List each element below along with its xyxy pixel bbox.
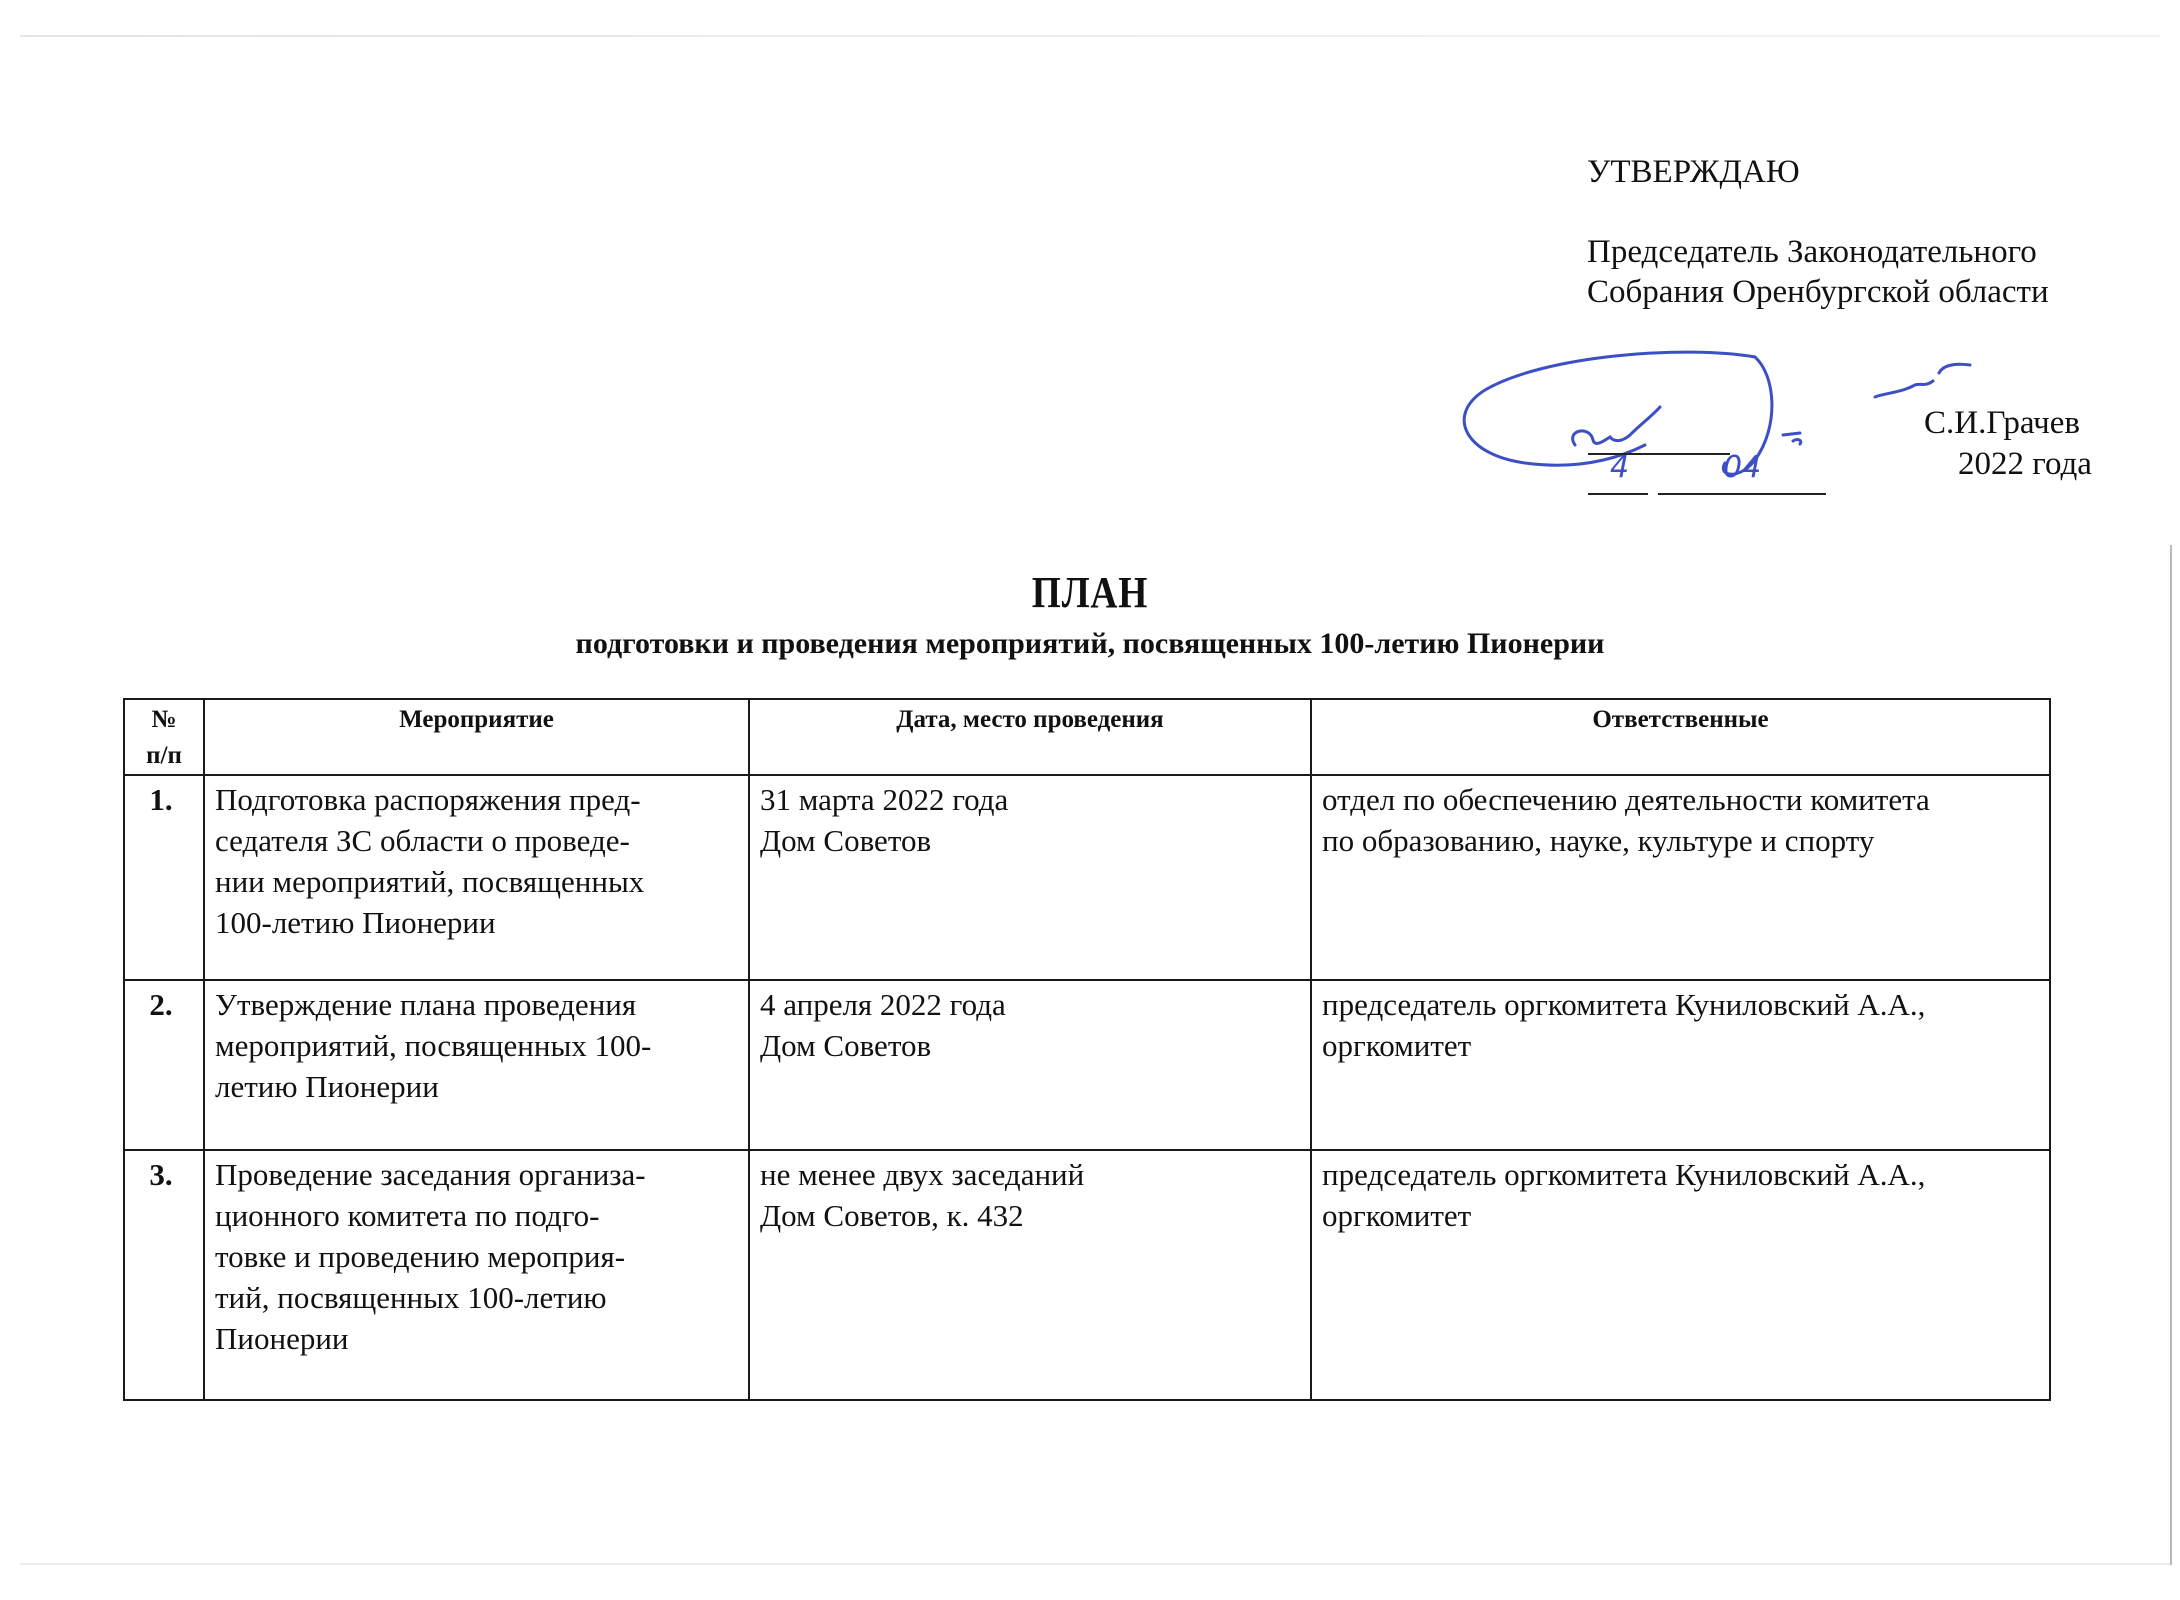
event-line: 100-летию Пионерии [215, 905, 496, 940]
approver-position-line-1: Председатель Законодательного [1587, 234, 2037, 270]
event-line: Проведение заседания организа- [215, 1157, 646, 1192]
handwritten-month: 04 [1723, 450, 1762, 485]
approver-position-line-2: Собрания Оренбургской области [1587, 274, 2049, 310]
event-line: мероприятий, посвященных 100- [215, 1028, 652, 1063]
event-line: ционного комитета по подго- [215, 1198, 600, 1233]
header-num: № п/п [124, 699, 204, 775]
handwritten-day: 4 [1610, 450, 1630, 485]
table-row [124, 1150, 2050, 1400]
responsible-cell [1311, 1150, 2050, 1400]
event-line: Подготовка распоряжения пред- [215, 782, 641, 817]
event-line: тий, посвященных 100-летию [215, 1280, 607, 1315]
event-line: товке и проведению мероприя- [215, 1239, 626, 1274]
signatory-name: С.И.Грачев [1924, 405, 2080, 441]
date-line: 4 апреля 2022 года [760, 987, 1006, 1022]
header-event: Мероприятие [204, 699, 749, 775]
date-place-cell [749, 1150, 1311, 1400]
responsible-line: оргкомитет [1322, 1198, 1472, 1233]
table-row [124, 775, 2050, 980]
approval-year: 2022 года [1958, 446, 2092, 482]
header-date-place: Дата, место проведения [749, 699, 1311, 775]
event-line: Пионерии [215, 1321, 349, 1356]
place-line: Дом Советов, к. 432 [760, 1198, 1024, 1233]
plan-table [123, 698, 2051, 1401]
scan-edge-right [2170, 545, 2172, 1565]
event-line: седателя ЗС области о проведе- [215, 823, 630, 858]
month-underline [1658, 493, 1826, 495]
responsible-line: отдел по обеспечению деятельности комитета [1322, 782, 1930, 817]
table-header-row [124, 699, 2050, 775]
row-number: 3. [124, 1150, 204, 1400]
date-line: 31 марта 2022 года [760, 782, 1009, 817]
signature-area [1455, 345, 2155, 495]
responsible-cell [1311, 775, 2050, 980]
document-subtitle: подготовки и проведения мероприятий, посвященных 100-летию Пионерии [575, 627, 1605, 660]
responsible-line: оргкомитет [1322, 1028, 1472, 1063]
scan-edge-bottom [20, 1563, 2170, 1565]
place-line: Дом Советов [760, 1028, 932, 1063]
row-number: 1. [124, 775, 204, 980]
place-line: Дом Советов [760, 823, 932, 858]
table-row [124, 980, 2050, 1150]
approve-heading: УТВЕРЖДАЮ [1587, 154, 1800, 190]
event-line: нии мероприятий, посвященных [215, 864, 645, 899]
document-title: ПЛАН [1031, 568, 1149, 617]
row-number: 2. [124, 980, 204, 1150]
event-cell [204, 980, 749, 1150]
scan-edge-top [20, 35, 2160, 37]
date-place-cell [749, 980, 1311, 1150]
responsible-line: по образованию, науке, культуре и спорту [1322, 823, 1875, 858]
approval-block [1587, 152, 2049, 312]
event-line: летию Пионерии [215, 1069, 439, 1104]
date-place-cell [749, 775, 1311, 980]
event-cell [204, 1150, 749, 1400]
responsible-line: председатель оргкомитета Куниловский А.А., [1322, 1157, 1926, 1192]
date-line: не менее двух заседаний [760, 1157, 1085, 1192]
responsible-line: председатель оргкомитета Куниловский А.А., [1322, 987, 1926, 1022]
event-line: Утверждение плана проведения [215, 987, 637, 1022]
responsible-cell [1311, 980, 2050, 1150]
header-responsible: Ответственные [1311, 699, 2050, 775]
day-underline [1588, 493, 1648, 495]
event-cell [204, 775, 749, 980]
